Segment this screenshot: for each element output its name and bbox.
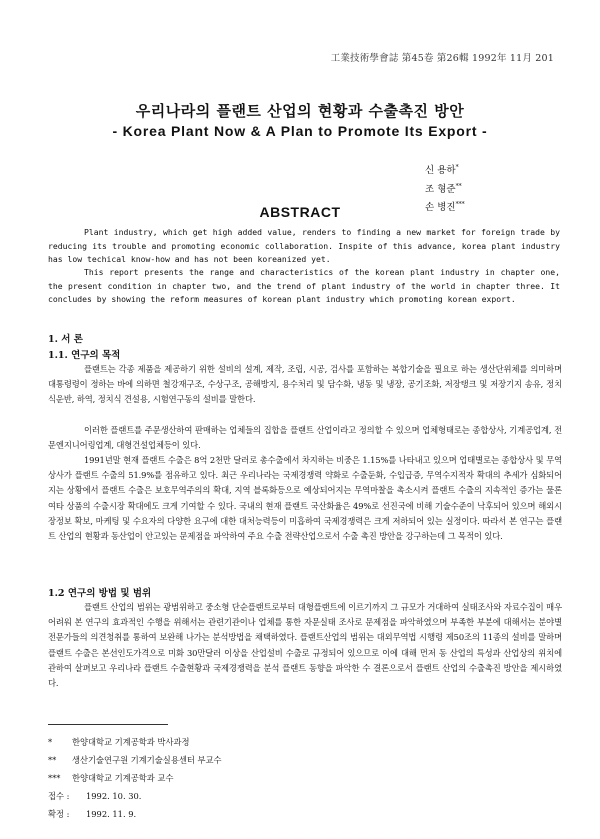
accepted-date: 확정 : 1992. 11. 9. [48,809,137,819]
footnote: ** 생산기술연구원 기계기술실용센터 부교수 [48,755,222,765]
abstract-paragraph: Plant industry, which get high added value, renders to finding a new market for foreign trade by reducing its trouble and promoting economic collaboration. Inspite of this advance, korea plant industry has low techical know-how and has not been koreanized yet. [48,227,560,265]
abstract-heading: ABSTRACT [259,204,341,220]
footnote-divider [48,724,168,725]
subsection-heading: 1.1. 연구의 목적 [48,350,121,361]
subsection-heading: 1.2 연구의 방법 및 범위 [48,588,152,599]
author: 신 용하* [425,164,459,177]
body-paragraph: 플랜트는 각종 제품을 제공하기 위한 설비의 설계, 제작, 조립, 시공, 검사를 포함하는 복합기술을 필요로 하는 생산단위체를 의미하며 대통령령이 정하는 바에 의하면 철강재구조, 수상구조, 공해방지, 용수처리 및 담수화, 냉동 및 냉장, 공기조화, 저장탱크 및 저장기지 송유, 정치식운반, 하역, 정치식 견설용, 시험연구동의 설비를 말한다. [48,364,562,405]
body-paragraph: 이러한 플랜트를 주문생산하여 판매하는 업체들의 집합을 플랜트 산업이라고 정의할 수 있으며 업체형태로는 종합상사, 기계공업계, 전문엔지니어링업계, 대형건설업체등이 있다. [48,425,562,451]
body-paragraph: 1991년말 현재 플랜트 수출은 8억 2천만 달러로 총수출에서 차지하는 비중은 1.15%를 나타내고 있으며 업태별로는 종합상사 및 무역상사가 플랜트 수출의 51.9%를 점유하고 있다. 최근 우리나라는 국제경쟁력 약화로 수출둔화, 수입급증, 무역수지적자 확대의 추세가 심화되어지는 상황에서 플랜트 수출은 보호무역주의의 확대, 지역 블록화등으로 예상되어지는 무역마찰을 촉소시켜 플랜트 수출의 지속적인 증가는 물론 여타 상품의 수출시장 확대에도 크게 기여할 수 있다. 국내의 현재 플랜트 국산화율은 49%로 선진국에 비해 기술수준이 낙후되어 있으며 해외시장정보 확보, 마케팅 및 수요자의 다양한 요구에 대한 대처능력등이 미흡하여 국제경쟁력은 크게 저하되어 있는 실정이다. 따라서 본 연구는 플랜트 산업의 현황과 동산업이 안고있는 문제점을 파악하여 주요 수출 전략산업으로서 수출 촉진 방안을 강구하는데 그 목적이 있다. [48,455,562,542]
body-paragraph: 플랜트 산업의 범위는 광범위하고 중소형 단순플랜트로부터 대형플랜트에 이르기까지 그 규모가 거대하여 실태조사와 자료수집이 매우 어려워 본 연구의 효과적인 수행을 위해서는 관련기관이나 업체를 통한 자문실태 조사로 문제점을 파악하였으며 부족한 부분에 대해서는 분야별 전문가들의 의견청취를 통하여 보완해 나가는 분석방법을 채택하였다. 플랜트산업의 범위는 대외무역법 시행령 제50조의 11종의 설비를 말하며 플랜트 수출은 본선인도가격으로 미화 30만달러 이상을 산업설비 수출로 규정되어 있으므로 이에 대해 먼저 동 산업의 특성과 산업상의 위치에 관하여 살펴보고 우리나라 플랜트 수출현황과 국제경쟁력을 분석 플랜트 동향을 파악한 수 결론으로서 플랜트 산업의 수출촉진 방안을 제시하였다. [48,602,562,689]
journal-header: 工業技術學會誌 第45卷 第26輯 1992年 11月 201 [330,53,554,64]
title-english: - Korea Plant Now & A Plan to Promote Its Export - [112,123,488,139]
received-date: 접수 : 1992. 10. 30. [48,791,142,801]
footnote: *** 한양대학교 기계공학과 교수 [48,773,174,783]
author: 손 병진*** [425,201,465,214]
abstract-paragraph: This report presents the range and characteristics of the korean plant industry in chapter one, the present condition in chapter two, and the trend of plant industry of the world in chapter three. It concludes by showing the reform measures of korean plant industry which promoting korean export. [48,267,560,305]
author: 조 형준** [425,182,462,195]
title-korean: 우리나라의 플랜트 산업의 현황과 수출촉진 방안 [135,102,465,120]
footnote: * 한양대학교 기계공학과 박사과정 [48,737,190,747]
section-heading: 1. 서 론 [48,334,83,345]
